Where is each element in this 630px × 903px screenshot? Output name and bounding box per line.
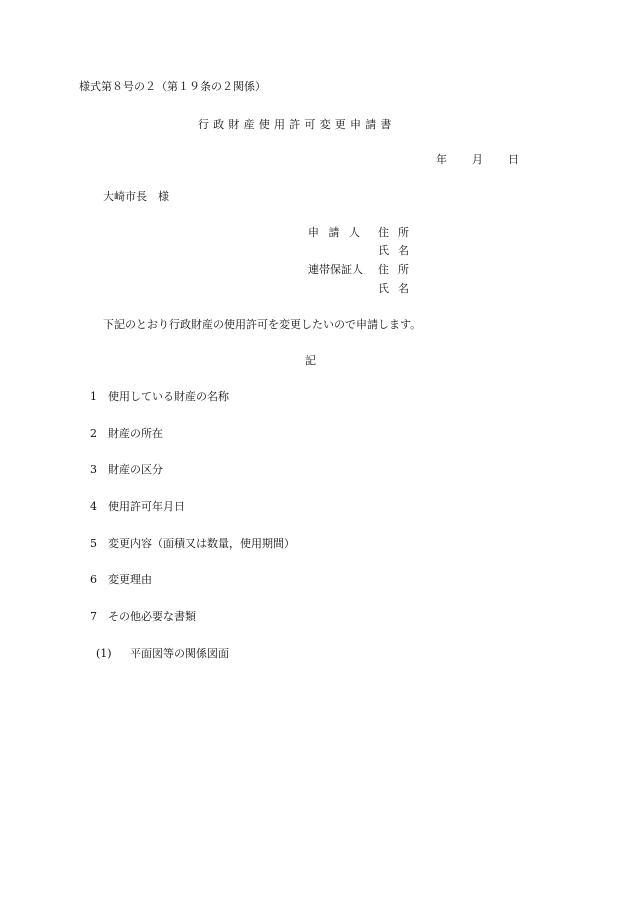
item-number: 3 [90,463,97,476]
date-line [436,153,519,167]
item-number: 7 [90,610,97,623]
item-number: 6 [90,573,97,586]
applicant-name-label: 氏名 [378,244,418,257]
sub-item-number: (1) [96,647,112,660]
applicant-address-label: 住所 [378,226,418,239]
item-number: 5 [90,537,97,550]
item-text: 使用している財産の名称 [108,390,229,403]
form-number: 様式第８号の２（第１９条の２関係） [79,80,266,93]
item-text: 変更内容（面積又は数量，使用期間） [108,537,295,550]
item-text: 財産の所在 [108,427,163,440]
guarantor-role: 連帯保証人 [308,263,363,276]
guarantor-name-label: 氏名 [378,282,418,295]
item-number: 2 [90,427,97,440]
item-text: 財産の区分 [108,463,163,476]
item-number: 1 [90,390,97,403]
item-number: 4 [90,500,97,513]
item-text: 使用許可年月日 [108,500,185,513]
item-text: その他必要な書類 [108,610,196,623]
date-year-label: 年 [436,153,447,166]
applicant-role: 申請人 [308,226,370,239]
sub-item-text: 平面図等の関係図面 [130,647,229,660]
ki-heading: 記 [305,354,316,367]
date-day-label: 日 [508,153,519,166]
statement: 下記のとおり行政財産の使用許可を変更したいので申請します。 [103,318,422,331]
guarantor-address-label: 住所 [378,263,418,276]
document-title: 行政財産使用許可変更申請書 [198,118,396,131]
addressee: 大崎市長 様 [103,190,169,203]
date-month-label: 月 [472,153,483,166]
item-text: 変更理由 [108,573,152,586]
